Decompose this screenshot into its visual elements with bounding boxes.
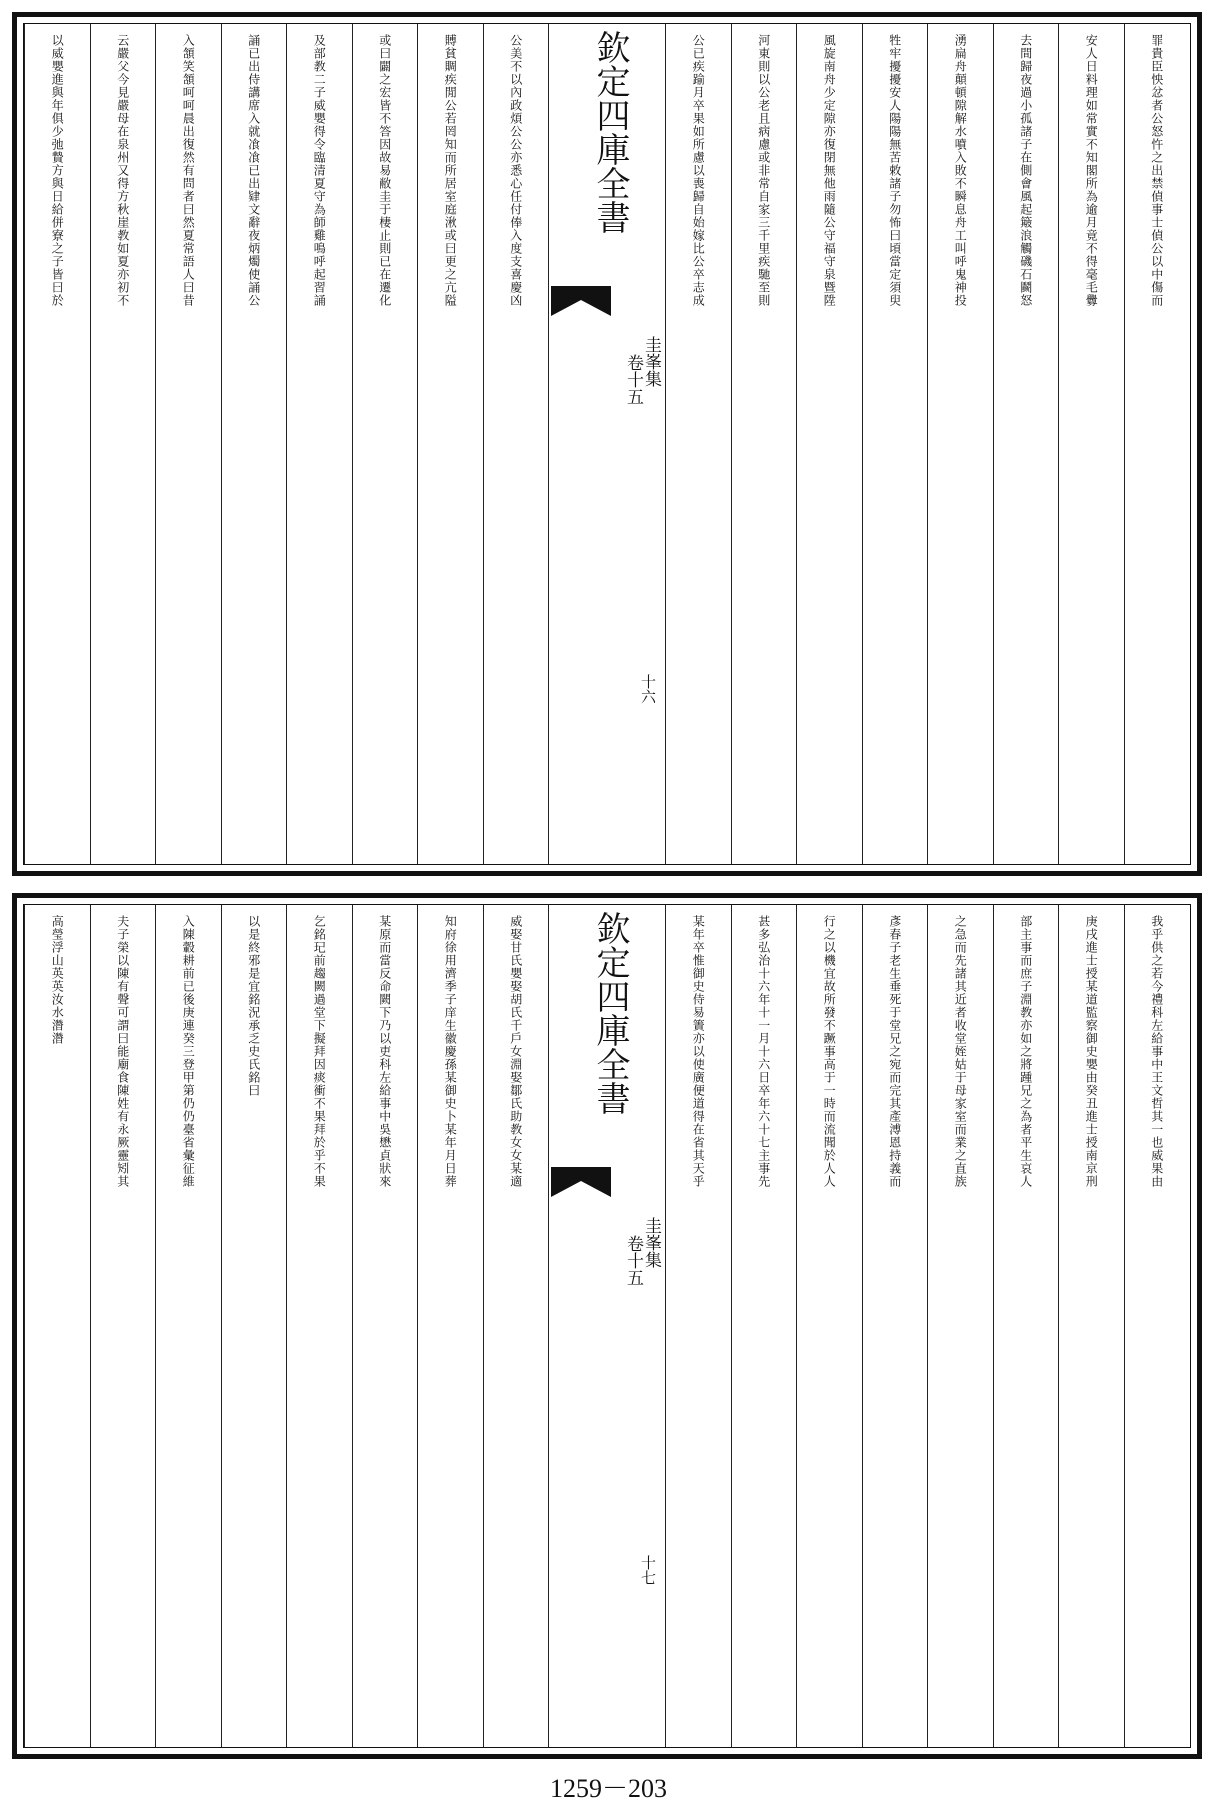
- column-text: 公美不以內政煩公公亦悉心任付俸入度支喜慶凶: [508, 34, 523, 307]
- library-title: 欽定四庫全書: [590, 30, 630, 234]
- text-column: [862, 905, 928, 1747]
- text-column: [24, 24, 90, 864]
- text-column: [417, 24, 483, 864]
- text-column: [352, 24, 418, 864]
- text-column: [1058, 24, 1124, 864]
- text-column: [1124, 24, 1190, 864]
- text-column: [221, 24, 287, 864]
- column-text: 乞銘玘前趨闕過堂下擬拜因痰衝不果拜於乎不果: [312, 915, 327, 1188]
- column-text: 云嚴父今見嚴母在泉州又得方秋崖教如夏亦初不: [115, 34, 130, 307]
- text-column: [665, 24, 731, 864]
- column-text: 牲牢擾擾安人陽陽無苦敕諸子勿怖曰頃當定須臾: [887, 34, 902, 307]
- volume-label: 卷十五: [623, 1235, 643, 1286]
- text-column: [927, 905, 993, 1747]
- text-column: [665, 905, 731, 1747]
- volume-label: 卷十五: [623, 354, 643, 405]
- column-text: 或曰闢之宏皆不答因故易敝圭于棲止則已在遷化: [377, 34, 392, 307]
- column-text: 彥春子老生垂死于堂兄之宛而完其產溥恩持義而: [887, 915, 902, 1188]
- column-text: 公已疾踰月卒果如所慮以喪歸自始嫁比公卒志成: [691, 34, 706, 307]
- text-column: [993, 905, 1059, 1747]
- center-fold-column: [548, 905, 665, 1747]
- text-column: [483, 905, 549, 1747]
- text-column: [927, 24, 993, 864]
- column-text: 我乎供之若今禮科左給事中王文哲其一也威果由: [1149, 915, 1164, 1188]
- column-text: 知府徐用濟季子庠生徽慶孫某御史卜某年月日葬: [443, 915, 458, 1188]
- text-column: [352, 905, 418, 1747]
- bottom-page-frame: [23, 904, 1191, 1748]
- column-text: 去間歸夜過小孤諸子在側會風起簸浪觸磯石鬬怒: [1018, 34, 1033, 307]
- column-text: 威娶甘氏嬰娶胡氏千戶女淵娶鄒氏助教女女某適: [508, 915, 523, 1188]
- text-column: [286, 905, 352, 1747]
- column-text: 湧扁舟顛頓隙解水噴入敗不瞬息舟工叫呼鬼神投: [953, 34, 968, 307]
- book-name: 圭峯集: [641, 1217, 661, 1268]
- bottom-page-panel: [12, 893, 1202, 1759]
- text-column: [90, 905, 156, 1747]
- text-column: [796, 24, 862, 864]
- column-text: 行之以機宜故所發不蹶事高于一時而流聞於人人: [822, 915, 837, 1188]
- text-column: [993, 24, 1059, 864]
- text-column: [731, 24, 797, 864]
- column-text: 河東則以公老且病慮或非常自家三千里疾馳至則: [756, 34, 771, 307]
- library-title: 欽定四庫全書: [590, 911, 630, 1115]
- text-column: [24, 905, 90, 1747]
- column-text: 某原而當反命闕下乃以吏科左給事中吳懋貞狀來: [377, 915, 392, 1188]
- page-number: 1259－203: [549, 1774, 667, 1803]
- text-column: [221, 905, 287, 1747]
- leaf-number: 十七: [639, 1555, 657, 1585]
- book-name: 圭峯集: [641, 336, 661, 387]
- column-text: 罪貴臣怏忿者公怒忤之出禁偵事士偵公以中傷而: [1149, 34, 1164, 307]
- text-column: [286, 24, 352, 864]
- column-text: 夫子榮以陳有聲可謂曰能廟食陳姓有永厥靈矧其: [115, 915, 130, 1188]
- column-text: 賻貧賙疾閒公若罔知而所居室庭湫或曰更之亢隘: [443, 34, 458, 307]
- text-column: [483, 24, 549, 864]
- column-text: 部主事而庶子淵教亦如之將踵兄之為者平生哀人: [1018, 915, 1033, 1188]
- column-text: 之急而先諸其近者收堂姪姑于母家室而業之直族: [953, 915, 968, 1188]
- column-text: 高瑩浮山英英汝水濳濳: [50, 915, 65, 1045]
- column-text: 入陳轂耕前已後庚連癸三登甲第仍仍臺省彙征維: [181, 915, 196, 1188]
- column-text: 某年卒惟御史侍易簀亦以使廣便道得在省其天乎: [691, 915, 706, 1188]
- column-text: 庚戌進士授某道監察御史嬰由癸丑進士授南京刑: [1084, 915, 1099, 1188]
- column-text: 以威嬰進與年俱少弛贄方與日給併寮之子皆曰於: [50, 34, 65, 307]
- text-column: [90, 24, 156, 864]
- top-page-panel: [12, 12, 1202, 876]
- column-text: 誦已出侍講席入就飡飡已出肄文辭夜炳燭使誦公: [246, 34, 261, 307]
- column-text: 及部教二子威嬰得令臨清夏守為師雞鳴呼起習誦: [312, 34, 327, 307]
- text-column: [1124, 905, 1190, 1747]
- fish-tail-mark-icon: [551, 1167, 611, 1201]
- text-column: [796, 905, 862, 1747]
- top-page-frame: [23, 23, 1191, 865]
- column-text: 入頷笑頷呵呵晨出復然有問者曰然夏常語人曰昔: [181, 34, 196, 307]
- column-text: 甚多弘治十六年十一月十六日卒年六十七主事先: [756, 915, 771, 1188]
- column-text: 安人日料理如常實不知閣所為逾月竟不得毫毛釁: [1084, 34, 1099, 307]
- text-column: [155, 905, 221, 1747]
- column-text: 風旋南舟少定隙亦復閉無他雨隨公守福守泉暨陞: [822, 34, 837, 307]
- fish-tail-mark-icon: [551, 286, 611, 320]
- text-column: [155, 24, 221, 864]
- text-column: [417, 905, 483, 1747]
- text-column: [862, 24, 928, 864]
- center-fold-column: [548, 24, 665, 864]
- column-text: 以是終邪是宜銘況承乏史氏銘曰: [246, 915, 261, 1097]
- text-column: [1058, 905, 1124, 1747]
- text-column: [731, 905, 797, 1747]
- leaf-number: 十六: [639, 674, 657, 704]
